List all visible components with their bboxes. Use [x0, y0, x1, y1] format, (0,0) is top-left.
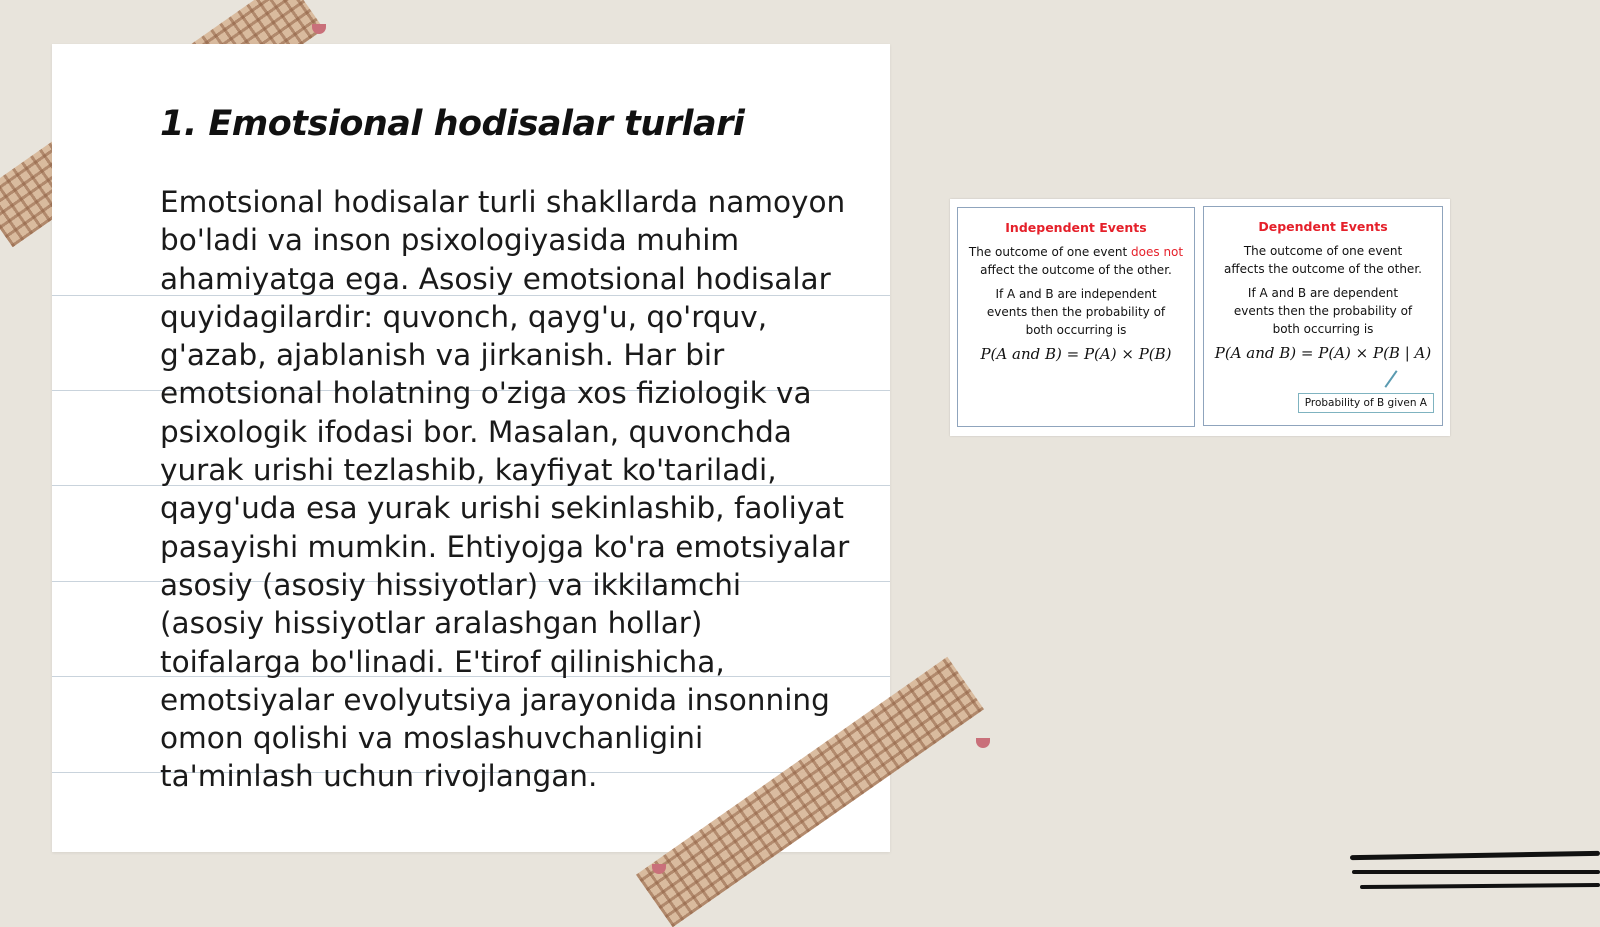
brush-stroke — [1360, 883, 1600, 889]
dependent-events-description: The outcome of one event affects the outcome of the other. — [1224, 244, 1422, 276]
brush-stroke — [1352, 870, 1600, 874]
conditional-probability-note: Probability of B given A — [1298, 393, 1434, 413]
independent-events-formula: P(A and B) = P(A) × P(B) — [980, 345, 1172, 363]
pin-icon — [976, 738, 990, 748]
dependent-events-condition: If A and B are dependent events then the probability of both occurring is — [1233, 286, 1413, 336]
slide-title: 1. Emotsional hodisalar turlari — [160, 104, 745, 144]
independent-events-panel — [957, 207, 1195, 427]
dependent-events-formula: P(A and B) = P(A) × P(B | A) — [1214, 344, 1432, 362]
pin-icon — [312, 24, 326, 34]
slide-body-text: Emotsional hodisalar turli shakllarda namoyon bo'ladi va inson psixologiyasida muhim ahamiyatga ega. Asosiy emotsional hodisalar quyidagilardir: quvonch, qayg'u, qo'rquv, g'azab, ajablanish va jirkanish. Har bir emotsional holatning o'ziga xos fiziologik va psixologik ifodasi bor. Masalan, quvonchda yurak urishi tezlashib, kayfiyat ko'tariladi, qayg'uda esa yurak urishi sekinlashib, faoliyat pasayishi mumkin. Ehtiyojga ko'ra emotsiyalar asosiy (asosiy hissiyotlar) va ikkilamchi (asosiy hissiyotlar aralashgan hollar) toifalarga bo'linadi. E'tirof qilinishicha, emotsiyalar evolyutsiya jarayonida insonning omon qolishi va moslashuvchanligini ta'minlash uchun rivojlangan. — [160, 185, 850, 794]
independent-events-condition: If A and B are independent events then the probability of both occurring is — [986, 287, 1166, 337]
independent-events-description: The outcome of one event does not affect the outcome of the other. — [968, 245, 1184, 277]
arrow-icon — [1384, 370, 1397, 388]
dependent-events-title: Dependent Events — [1258, 219, 1388, 234]
independent-events-title: Independent Events — [1005, 220, 1147, 235]
brush-stroke — [1350, 851, 1600, 860]
note-paper — [52, 44, 890, 852]
dependent-events-panel — [1203, 206, 1443, 426]
probability-events-diagram — [950, 199, 1450, 436]
